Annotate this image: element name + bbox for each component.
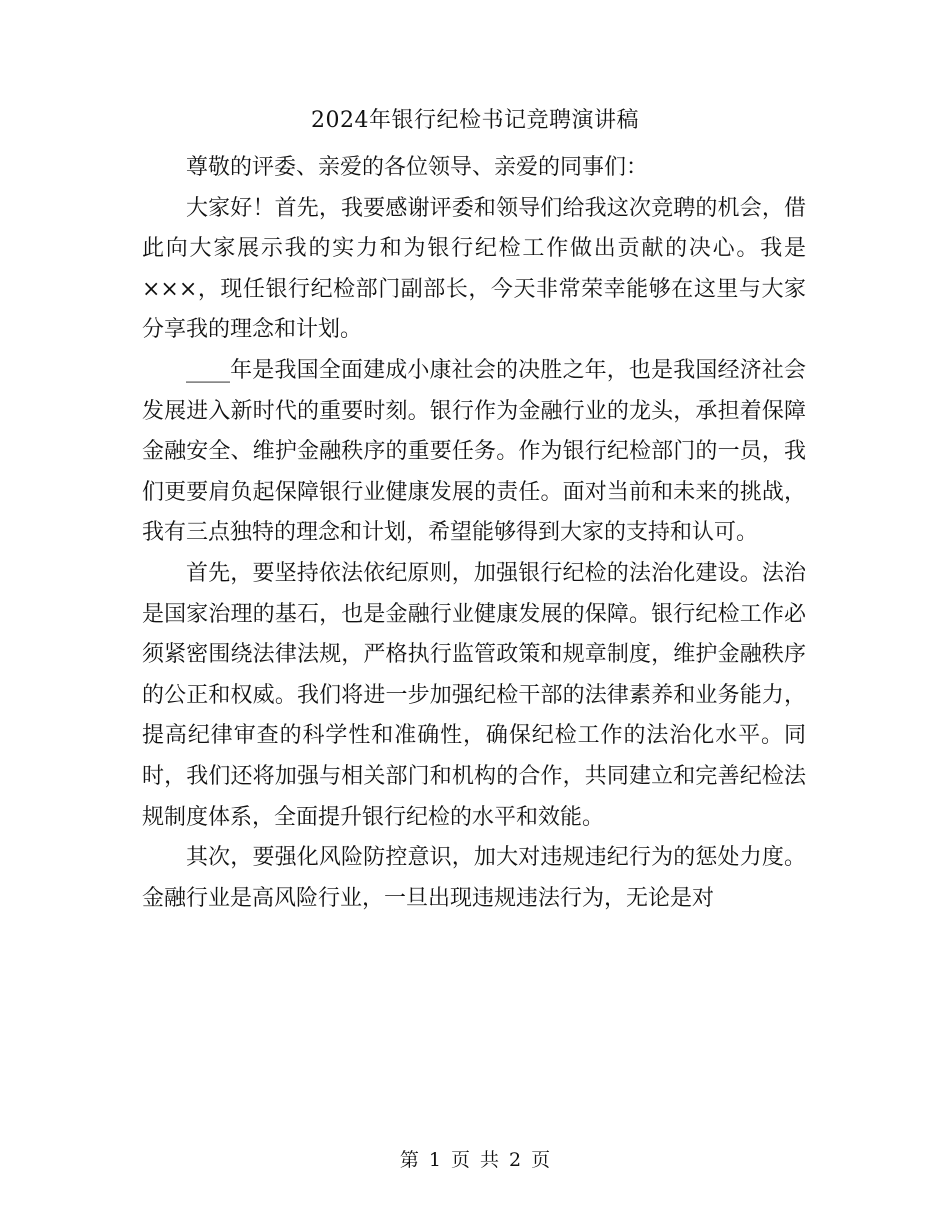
- document-body: [142, 148, 806, 919]
- first-point-paragraph: 首先，要坚持依法依纪原则，加强银行纪检的法治化建设。法治是国家治理的基石，也是金融行业健康发展的保障。银行纪检工作必须紧密围绕法律法规，严格执行监管政策和规章制度，维护金融秩序的公正和权威。我们将进一步加强纪检干部的法律素养和业务能力，提高纪律审查的科学性和准确性，确保纪检工作的法治化水平。同时，我们还将加强与相关部门和机构的合作，共同建立和完善纪检法规制度体系，全面提升银行纪检的水平和效能。: [142, 560, 806, 830]
- page-number-footer: 第 1 页 共 2 页: [399, 1149, 551, 1171]
- opening-paragraph: 大家好！首先，我要感谢评委和领导们给我这次竞聘的机会，借此向大家展示我的实力和为银行纪检工作做出贡献的决心。我是×××，现任银行纪检部门副部长，今天非常荣幸能够在这里与大家分享我的理念和计划。: [142, 195, 806, 343]
- salutation-paragraph: 尊敬的评委、亲爱的各位领导、亲爱的同事们：: [186, 155, 649, 180]
- second-point-paragraph: 其次，要强化风险防控意识，加大对违规违纪行为的惩处力度。金融行业是高风险行业，一旦出现违规违法行为，无论是对: [142, 845, 806, 911]
- background-paragraph: ____年是我国全面建成小康社会的决胜之年，也是我国经济社会发展进入新时代的重要时刻。银行作为金融行业的龙头，承担着保障金融安全、维护金融秩序的重要任务。作为银行纪检部门的一员，我们更要肩负起保障银行业健康发展的责任。面对当前和未来的挑战，我有三点独特的理念和计划，希望能够得到大家的支持和认可。: [142, 357, 806, 546]
- document-title: 2024年银行纪检书记竞聘演讲稿: [311, 108, 639, 133]
